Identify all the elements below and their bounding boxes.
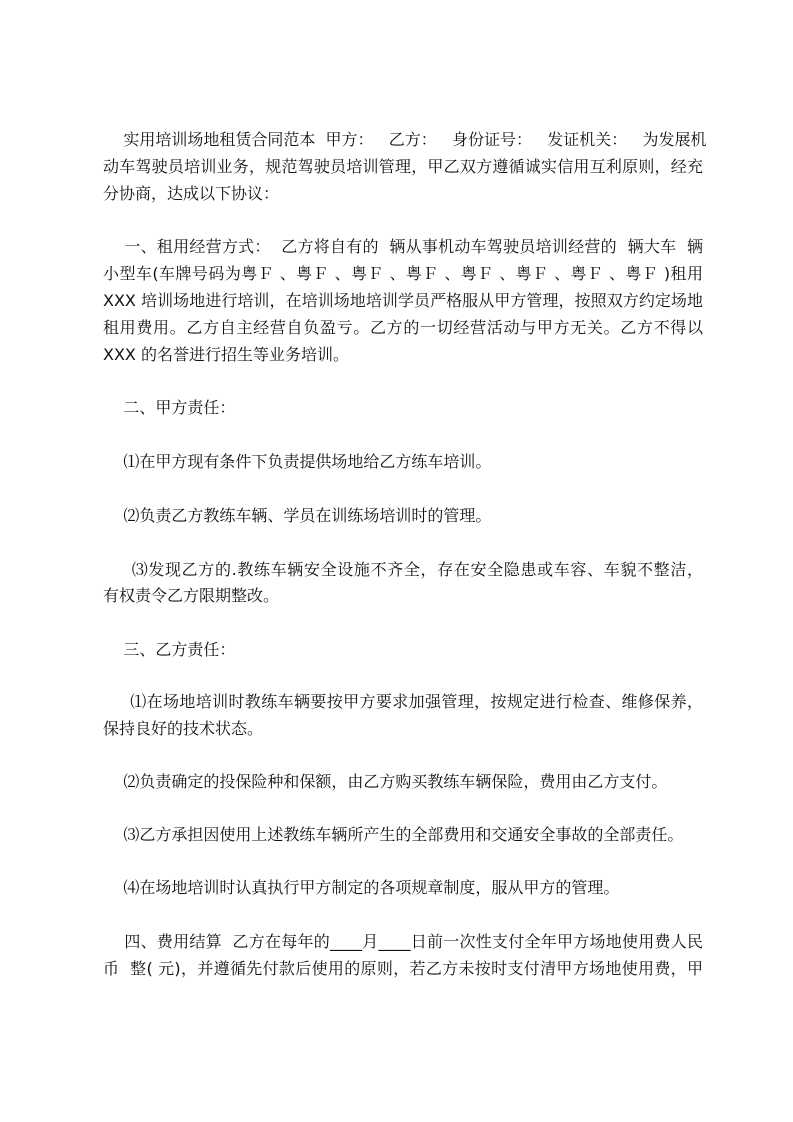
section1-line-4: 租用费用。乙方自主经营自负盈亏。乙方的一切经营活动与甲方无关。乙方不得以 xyxy=(103,318,703,337)
section3-item-2: ⑵负责确定的投保险种和保额，由乙方购买教练车辆保险，费用由乙方支付。 xyxy=(103,772,668,791)
intro-line-1: 实用培训场地租赁合同范本 甲方： 乙方： 身份证号： 发证机关： 为发展机 xyxy=(103,130,707,149)
section3-item-4: ⑷在场地培训时认真执行甲方制定的各项规章制度，服从甲方的管理。 xyxy=(103,878,620,897)
section2-item-3-line-2: 有权责令乙方限期整改。 xyxy=(103,586,280,605)
section3-title: 三、乙方责任： xyxy=(103,640,236,659)
section2-item-3-line-1: ⑶发现乙方的.教练车辆安全设施不齐全，存在安全隐患或车容、车貌不整洁， xyxy=(103,560,703,579)
section1-line-2: 小型车(车牌号码为粤Ｆ 、粤Ｆ 、粤Ｆ 、粤Ｆ 、粤Ｆ 、粤Ｆ 、粤Ｆ 、粤Ｆ )租用 xyxy=(103,264,703,283)
section1-line-3: XXX 培训场地进行培训，在培训场地培训学员严格服从甲方管理，按照双方约定场地 xyxy=(103,291,703,310)
section3-item-3: ⑶乙方承担因使用上述教练车辆所产生的全部费用和交通安全事故的全部责任。 xyxy=(103,825,684,844)
section3-item-1-line-1: ⑴在场地培训时教练车辆要按甲方要求加强管理，按规定进行检查、维修保养， xyxy=(103,692,703,711)
intro-line-2: 动车驾驶员培训业务，规范驾驶员培训管理，甲乙双方遵循诚实信用互利原则，经充 xyxy=(103,157,703,176)
section3-item-1-line-2: 保持良好的技术状态。 xyxy=(103,719,264,738)
section1-line-5: XXX 的名誉进行招生等业务培训。 xyxy=(103,345,349,364)
intro-line-3: 分协商，达成以下协议： xyxy=(103,184,280,203)
section2-title: 二、甲方责任： xyxy=(103,398,236,417)
section4-line-2: 币 整( 元)，并遵循先付款后使用的原则，若乙方未按时支付清甲方场地使用费，甲 xyxy=(103,959,703,978)
section4-line-1: 四、费用结算 乙方在每年的____月____日前一次性支付全年甲方场地使用费人民 xyxy=(103,932,703,951)
section1-line-1: 一、租用经营方式： 乙方将自有的 辆从事机动车驾驶员培训经营的 辆大车 辆 xyxy=(103,237,703,256)
section2-item-2: ⑵负责乙方教练车辆、学员在训练场培训时的管理。 xyxy=(103,506,492,525)
section2-item-1: ⑴在甲方现有条件下负责提供场地给乙方练车培训。 xyxy=(103,452,492,471)
